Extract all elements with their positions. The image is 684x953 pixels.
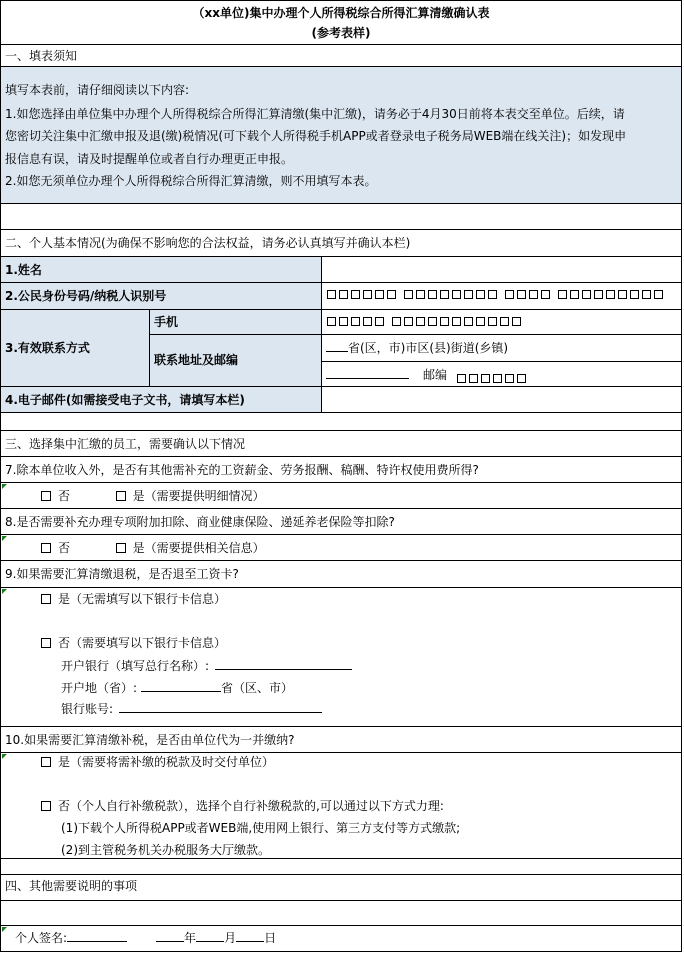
section2-heading: 二、个人基本情况(为确保不影响您的合法权益，请务必认真填写并确认本栏): [5, 236, 411, 250]
cell-marker: [2, 589, 7, 594]
q7-yes-label: 是（需要提供明细情况）: [132, 489, 265, 503]
q9-options-block: [0, 588, 682, 727]
account-label: 银行账号:: [61, 702, 114, 716]
q10-no-label: 否（个人自行补缴税款），选择个自行补缴税款的,可以通过以下方式力理:: [58, 799, 444, 813]
form-title: （xx单位)集中办理个人所得税综合所得汇算清缴确认表: [192, 6, 490, 20]
id-number-input[interactable]: [321, 283, 682, 310]
q7-options: [41, 489, 265, 504]
year-label: 年: [184, 931, 197, 945]
day-label: 日: [264, 931, 277, 945]
q10-text: 10.如果需要汇算清缴补税，是否由单位代为一并缴纳?: [5, 733, 295, 747]
bank-label: 开户银行（填写总行名称）:: [61, 659, 210, 673]
bank-province-blank[interactable]: [141, 680, 221, 692]
province-blank[interactable]: [326, 340, 348, 352]
q10-no-checkbox[interactable]: [41, 801, 51, 811]
q8-yes-label: 是（需要提供相关信息）: [132, 541, 265, 555]
address-label-cell: [149, 335, 322, 387]
cell-marker: [2, 754, 7, 759]
personal-info-table: [0, 257, 682, 413]
id-digit-boxes: [327, 291, 666, 300]
name-label-cell: [0, 257, 322, 283]
q8-no-checkbox[interactable]: [41, 543, 51, 553]
postcode-label: 邮编: [423, 368, 448, 382]
q9-no-label: 否（需要填写以下银行卡信息）: [58, 636, 227, 650]
year-blank[interactable]: [156, 930, 184, 942]
cell-marker: [2, 484, 7, 489]
account-line: [61, 701, 322, 717]
q10-way1: (1)下载个人所得税APP或者WEB端,使用网上银行、第三方支付等方式缴款;: [61, 821, 461, 835]
spacer-row: [0, 413, 682, 431]
postcode-input[interactable]: [321, 362, 682, 387]
province-suffix: 省(区，市): [348, 341, 406, 355]
id-label-cell: [0, 283, 322, 310]
instruction-line: 您密切关注集中汇缴申报及退(缴)税情况(可下载个人所得税手机APP或者登录电子税务局WEB端在线关注)；如发现申: [5, 129, 627, 143]
section1-heading: 一、填表须知: [5, 49, 78, 63]
q8-text: 8.是否需要补充办理专项附加扣除、商业健康保险、递延养老保险等扣除?: [5, 515, 395, 529]
day-blank[interactable]: [236, 930, 264, 942]
q10-yes-label: 是（需要将需补缴的税款及时交付单位）: [58, 755, 275, 769]
phone-digit-boxes: [327, 318, 524, 327]
id-label: 2.公民身份号码/纳税人识别号: [5, 289, 167, 303]
section2-heading-row: [0, 230, 682, 257]
street-blank[interactable]: [326, 367, 409, 379]
phone-input[interactable]: [321, 310, 682, 335]
q10-yes-checkbox[interactable]: [41, 757, 51, 767]
bank-line: [61, 658, 352, 674]
section4-heading: 四、其他需要说明的事项: [5, 879, 138, 893]
q10-way2: (2)到主管税务机关办税服务大厅缴款。: [61, 843, 270, 857]
district-suffix: 市区(县)街道(乡镇): [405, 341, 509, 355]
section3-heading-row: [0, 431, 682, 457]
bank-place-line: [61, 680, 293, 696]
cell-marker: [2, 536, 7, 541]
q9-yes-label: 是（无需填写以下银行卡信息）: [58, 592, 227, 606]
phone-label-cell: [149, 310, 322, 335]
cell-marker: [2, 927, 7, 932]
signature-line: [15, 930, 276, 946]
form-subtitle: (参考表样): [311, 26, 371, 40]
q7-no-label: 否: [58, 489, 71, 503]
address-line: [326, 340, 508, 356]
q8-row: [0, 509, 682, 535]
q10-no-option: [41, 799, 444, 814]
q10-row: [0, 727, 682, 753]
q9-yes-checkbox[interactable]: [41, 594, 51, 604]
email-label: 4.电子邮件(如需接受电子文书，请填写本栏): [5, 393, 245, 407]
address-label: 联系地址及邮编: [154, 353, 239, 367]
q10-yes-option: [41, 755, 274, 770]
q8-options: [41, 541, 265, 556]
q9-yes-option: [41, 592, 226, 607]
section3-heading: 三、选择集中汇缴的员工，需要确认以下情况: [5, 437, 246, 451]
name-input[interactable]: [321, 257, 682, 283]
q9-no-option: [41, 636, 226, 651]
account-blank[interactable]: [119, 701, 322, 713]
email-input[interactable]: [321, 387, 682, 413]
spacer-row: [0, 859, 682, 875]
other-notes-input[interactable]: [0, 901, 682, 926]
section4-heading-row: [0, 875, 682, 901]
instructions-block: [0, 67, 682, 204]
postcode-line: [326, 367, 529, 384]
q7-options-row: [0, 483, 682, 509]
signature-label: 个人签名:: [15, 931, 68, 945]
q9-text: 9.如果需要汇算清缴退税，是否退至工资卡?: [5, 567, 239, 581]
instruction-line: 1.如您选择由单位集中办理个人所得税综合所得汇算清缴(集中汇缴)，请务必于4月30日前将本表交至单位。后续，请: [5, 107, 625, 121]
bank-place-suffix: 省（区、市）: [221, 681, 294, 695]
instruction-line: 填写本表前，请仔细阅读以下内容:: [5, 83, 190, 97]
section1-heading-row: [0, 45, 682, 67]
name-label: 1.姓名: [5, 263, 42, 277]
q8-options-row: [0, 535, 682, 561]
month-blank[interactable]: [196, 930, 224, 942]
phone-label: 手机: [154, 315, 179, 329]
month-label: 月: [224, 931, 237, 945]
signature-row: [0, 926, 682, 952]
bank-place-label: 开户地（省）:: [61, 681, 138, 695]
instruction-line: 报信息有误，请及时提醒单位或者自行办理更正申报。: [5, 152, 294, 166]
contact-label-cell: [0, 310, 150, 387]
q7-row: [0, 457, 682, 483]
q7-text: 7.除本单位收入外，是否有其他需补充的工资薪金、劳务报酬、稿酬、特许权使用费所得?: [5, 463, 479, 477]
email-label-cell: [0, 387, 322, 413]
q9-row: [0, 561, 682, 588]
contact-label: 3.有效联系方式: [5, 341, 90, 355]
signature-blank[interactable]: [67, 930, 127, 942]
q8-no-label: 否: [58, 541, 71, 555]
spacer-row: [0, 204, 682, 230]
q10-options-block: [0, 753, 682, 859]
address-input[interactable]: [321, 335, 682, 362]
q8-yes-checkbox[interactable]: [116, 543, 126, 553]
instruction-line: 2.如您无须单位办理个人所得税综合所得汇算清缴，则不用填写本表。: [5, 174, 377, 188]
q7-yes-checkbox[interactable]: [116, 491, 126, 501]
bank-name-blank[interactable]: [215, 658, 352, 670]
q7-no-checkbox[interactable]: [41, 491, 51, 501]
q9-no-checkbox[interactable]: [41, 638, 51, 648]
form-title-row: [0, 0, 682, 45]
